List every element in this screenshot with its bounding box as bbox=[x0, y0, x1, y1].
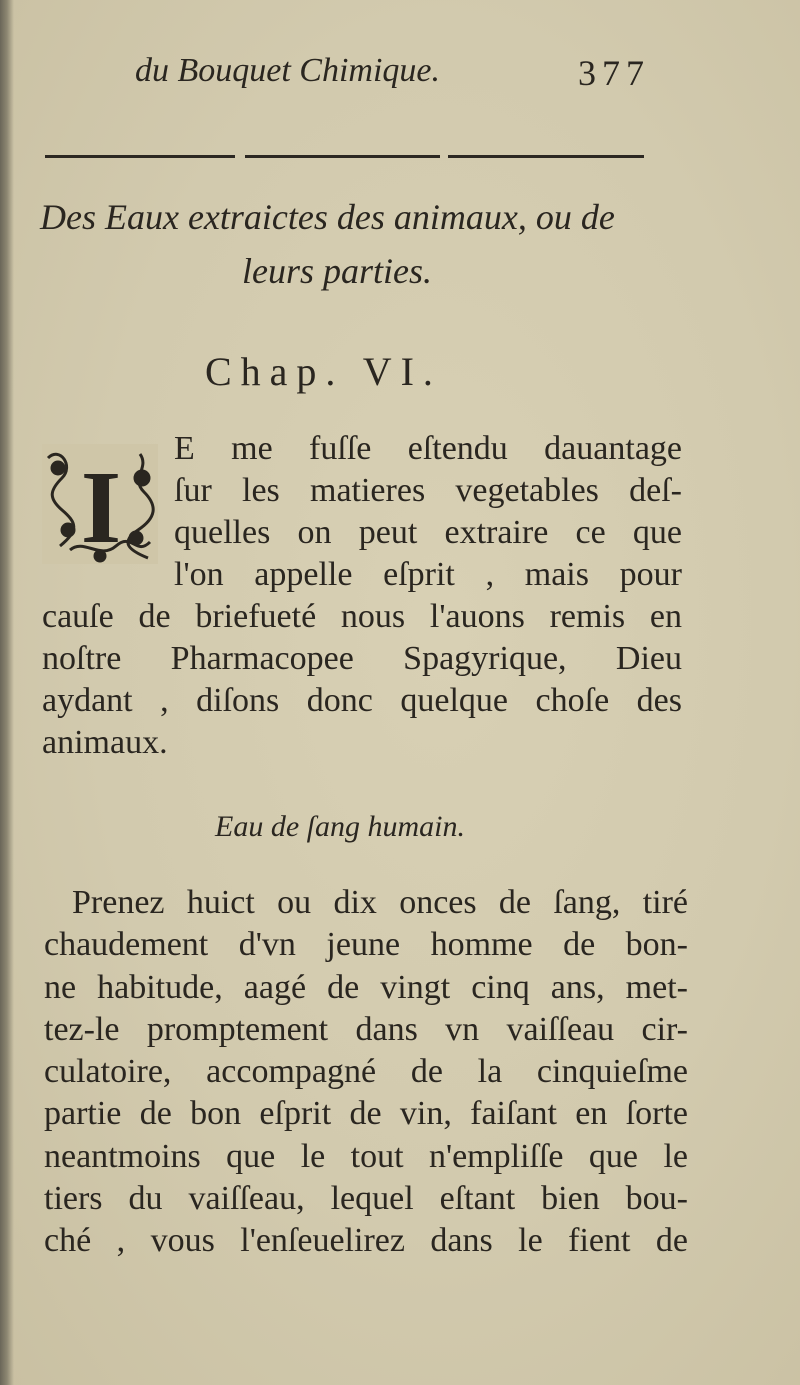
paragraph-1-line: E me fuſſe eſtendu dauantage bbox=[174, 430, 682, 467]
page-gutter-shadow bbox=[0, 0, 14, 1385]
running-title: du Bouquet Chimique. bbox=[135, 52, 441, 89]
paragraph-2-line: ché , vous l'enſeuelirez dans le fient de bbox=[44, 1222, 688, 1260]
section-title bbox=[40, 190, 720, 298]
paragraph-2-line: tez-le promptement dans vn vaiſſeau cir- bbox=[44, 1010, 688, 1048]
paragraph-1-line: animaux. bbox=[42, 724, 168, 761]
header-rule-right bbox=[448, 155, 644, 158]
header-rule-middle bbox=[245, 155, 440, 158]
dropcap-letter: I bbox=[80, 450, 122, 565]
subheading: Eau de ſang humain. bbox=[215, 810, 465, 843]
paragraph-1-line: cauſe de briefueté nous l'auons remis en bbox=[42, 598, 682, 635]
paragraph-1 bbox=[42, 428, 682, 764]
paragraph-2-line: neantmoins que le tout n'empliſſe que le bbox=[44, 1137, 688, 1175]
paragraph-2-line: culatoire, accompagné de la cinquieſme bbox=[44, 1053, 688, 1091]
paragraph-2-line: ne habitude, aagé de vingt cinq ans, met- bbox=[44, 968, 688, 1006]
header-rule-left bbox=[45, 155, 235, 158]
paragraph-2-line: Prenez huict ou dix onces de ſang, tiré bbox=[72, 884, 688, 921]
paragraph-1-line: aydant , diſons donc quelque choſe des bbox=[42, 682, 682, 719]
paragraph-1-line: ſur les matieres vegetables deſ- bbox=[174, 472, 682, 509]
paragraph-2-line: partie de bon eſprit de vin, faiſant en ſorte bbox=[44, 1095, 688, 1133]
section-title-line-2: leurs parties. bbox=[242, 251, 433, 291]
paragraph-2-line: tiers du vaiſſeau, lequel eſtant bien bou- bbox=[44, 1180, 688, 1218]
section-title-line-1: Des Eaux extraictes des animaux, ou de bbox=[40, 197, 615, 237]
paragraph-2-line: chaudement d'vn jeune homme de bon- bbox=[44, 926, 688, 964]
paragraph-1-line: noſtre Pharmacopee Spagyrique, Dieu bbox=[42, 640, 682, 677]
chapter-heading: Chap. VI. bbox=[205, 349, 442, 394]
paragraph-2 bbox=[44, 882, 688, 1263]
paragraph-1-line: l'on appelle eſprit , mais pour bbox=[174, 556, 682, 593]
paragraph-1-line: quelles on peut extraire ce que bbox=[174, 514, 682, 551]
page-number: 377 bbox=[578, 53, 650, 93]
